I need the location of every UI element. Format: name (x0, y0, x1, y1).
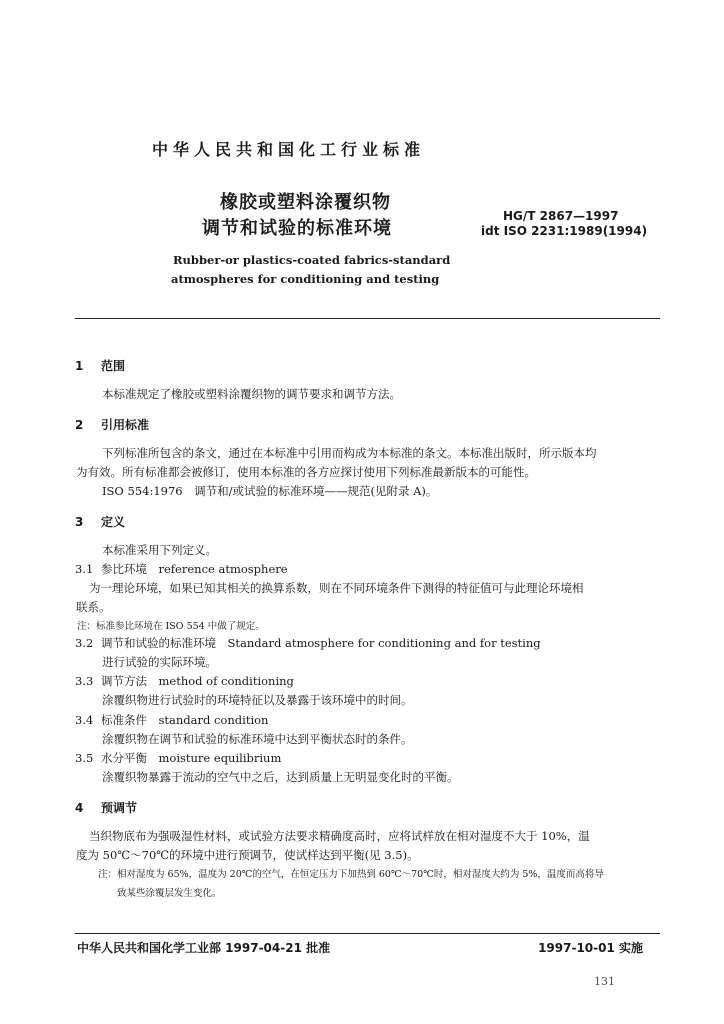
definition-title: 调节和试验的标准环境 Standard atmosphere for conditioning and for testing (101, 636, 541, 650)
definition-3-5-heading (75, 750, 281, 766)
section-title: 预调节 (101, 801, 138, 815)
page-number: 131 (594, 975, 615, 988)
section-number: 2 (75, 418, 84, 432)
bottom-divider (75, 933, 660, 934)
normative-reference: ISO 554:1976 调节和/或试验的标准环境——规范(见附录 A)。 (102, 484, 438, 498)
definition-title: 调节方法 method of conditioning (101, 674, 294, 688)
definition-3-2-heading (75, 635, 541, 651)
section-1-text: 本标准规定了橡胶或塑料涂覆织物的调节要求和调节方法。 (102, 387, 401, 401)
definition-number: 3.5 (75, 751, 94, 765)
section-4-heading (75, 799, 137, 816)
definition-number: 3.4 (75, 713, 94, 727)
definition-3-4-text: 涂覆织物在调节和试验的标准环境中达到平衡状态时的条件。 (102, 732, 413, 746)
definition-title: 标准条件 standard condition (101, 713, 269, 727)
section-number: 4 (75, 801, 84, 815)
standard-category-title: 中华人民共和国化工行业标准 (152, 140, 426, 159)
section-4-text-line-2: 度为 50℃～70℃的环境中进行预调节，使试样达到平衡(见 3.5)。 (76, 848, 419, 862)
definition-3-1-note: 注：标准参比环境在 ISO 554 中做了规定。 (77, 621, 265, 632)
chinese-title-line-1: 橡胶或塑料涂覆织物 (220, 192, 391, 213)
section-number: 1 (75, 359, 84, 373)
top-divider (75, 318, 660, 319)
definition-title: 参比环境 reference atmosphere (101, 562, 288, 576)
approval-info: 中华人民共和国化学工业部 1997-04-21 批准 (77, 941, 331, 955)
definition-3-5-text: 涂覆织物暴露于流动的空气中之后，达到质量上无明显变化时的平衡。 (102, 770, 459, 784)
section-3-intro: 本标准采用下列定义。 (102, 543, 217, 557)
english-title-line-1: Rubber-or plastics-coated fabrics-standard (173, 253, 451, 267)
section-title: 定义 (101, 515, 126, 529)
section-2-text-line-1: 下列标准所包含的条文，通过在本标准中引用而构成为本标准的条文。本标准出版时，所示版本均 (102, 446, 597, 460)
definition-3-1-text-line-2: 联系。 (76, 600, 111, 614)
section-4-note-line-1: 注：相对湿度为 65%，温度为 20℃的空气，在恒定压力下加热到 60℃～70℃时，相对湿度大约为 5%，温度而高将导 (98, 869, 604, 880)
definition-3-3-heading (75, 673, 294, 689)
section-4-note-line-2: 致某些涂覆层发生变化。 (117, 888, 222, 899)
definition-3-2-text: 进行试验的实际环境。 (102, 655, 217, 669)
section-title: 范围 (101, 359, 126, 373)
section-2-heading (75, 416, 149, 433)
idt-code: idt ISO 2231:1989(1994) (481, 224, 648, 238)
english-title-line-2: atmospheres for conditioning and testing (171, 272, 440, 286)
section-3-heading (75, 513, 125, 530)
definition-3-1-heading (75, 561, 288, 577)
definition-number: 3.2 (75, 636, 94, 650)
section-4-text-line-1: 当织物底布为强吸湿性材料，或试验方法要求精确度高时，应将试样放在相对湿度不大于 10%，温 (89, 829, 590, 843)
chinese-title-line-2: 调节和试验的标准环境 (202, 218, 392, 239)
section-1-heading (75, 357, 125, 374)
section-2-text-line-2: 为有效。所有标准都会被修订，使用本标准的各方应探讨使用下列标准最新版本的可能性。 (76, 465, 536, 479)
definition-3-3-text: 涂覆织物进行试验时的环境特征以及暴露于该环境中的时间。 (102, 693, 413, 707)
section-number: 3 (75, 515, 84, 529)
implementation-date: 1997-10-01 实施 (538, 941, 643, 955)
definition-title: 水分平衡 moisture equilibrium (101, 751, 282, 765)
definition-3-1-text-line-1: 为一理论环境，如果已知其相关的换算系数，则在不同环境条件下测得的特征值可与此理论环境相 (89, 581, 584, 595)
standard-code: HG/T 2867—1997 (503, 209, 619, 223)
section-title: 引用标准 (101, 418, 150, 432)
definition-number: 3.1 (75, 562, 94, 576)
definition-number: 3.3 (75, 674, 94, 688)
definition-3-4-heading (75, 712, 268, 728)
